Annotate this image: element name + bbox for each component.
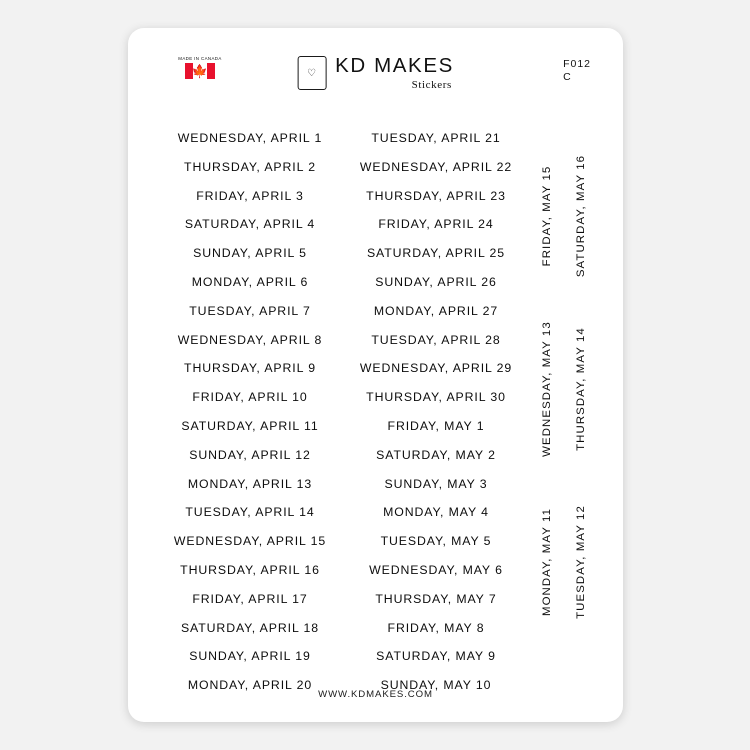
- date-sticker[interactable]: WEDNESDAY, APRIL 15: [173, 534, 327, 549]
- sticker-sheet: [128, 28, 623, 722]
- date-sticker[interactable]: MONDAY, MAY 4: [383, 505, 489, 520]
- date-sticker[interactable]: MONDAY, APRIL 27: [373, 303, 499, 318]
- maple-leaf-icon: 🍁: [191, 63, 209, 79]
- date-sticker-vertical[interactable]: THURSDAY, MAY 14: [575, 327, 587, 451]
- date-sticker[interactable]: SATURDAY, APRIL 4: [184, 217, 316, 232]
- footer-url[interactable]: WWW.KDMAKES.COM: [318, 689, 433, 700]
- made-in-canada-label: MADE IN CANADA: [178, 56, 222, 61]
- date-sticker[interactable]: TUESDAY, APRIL 7: [189, 303, 311, 318]
- date-sticker[interactable]: SUNDAY, APRIL 19: [189, 649, 311, 664]
- date-sticker[interactable]: WEDNESDAY, APRIL 1: [177, 131, 323, 145]
- sku-line-1: F012: [563, 58, 591, 70]
- date-column-vertical-inner: [534, 124, 560, 700]
- date-sticker[interactable]: THURSDAY, APRIL 2: [184, 159, 316, 174]
- date-sticker[interactable]: THURSDAY, APRIL 9: [184, 361, 316, 376]
- sku-line-2: C: [563, 71, 572, 83]
- brand-lockup: [297, 54, 454, 91]
- date-sticker[interactable]: THURSDAY, APRIL 16: [180, 562, 320, 577]
- date-sticker[interactable]: SATURDAY, APRIL 18: [180, 620, 320, 635]
- date-sticker[interactable]: THURSDAY, APRIL 23: [366, 188, 506, 203]
- date-sticker-vertical[interactable]: FRIDAY, MAY 15: [541, 165, 553, 267]
- date-sticker[interactable]: FRIDAY, APRIL 3: [196, 188, 304, 203]
- date-sticker-vertical[interactable]: TUESDAY, MAY 12: [575, 505, 587, 619]
- date-sticker[interactable]: WEDNESDAY, APRIL 29: [359, 361, 513, 376]
- date-sticker[interactable]: FRIDAY, MAY 1: [387, 418, 485, 433]
- date-sticker[interactable]: TUESDAY, APRIL 28: [371, 332, 501, 347]
- brand-subtitle: Stickers: [411, 79, 452, 91]
- made-in-canada-badge: [164, 56, 236, 79]
- date-sticker[interactable]: THURSDAY, MAY 7: [375, 591, 497, 606]
- brand-name: KD MAKES: [335, 54, 454, 77]
- date-sticker[interactable]: MONDAY, APRIL 20: [187, 678, 313, 693]
- date-sticker[interactable]: THURSDAY, APRIL 30: [366, 390, 506, 405]
- date-sticker[interactable]: TUESDAY, MAY 5: [380, 534, 492, 549]
- date-sticker-vertical[interactable]: MONDAY, MAY 11: [541, 507, 553, 617]
- date-sticker[interactable]: WEDNESDAY, APRIL 8: [177, 332, 323, 347]
- sku-code: [563, 58, 591, 84]
- canada-flag-icon: [185, 63, 215, 79]
- date-sticker[interactable]: SATURDAY, APRIL 11: [181, 418, 319, 433]
- date-sticker[interactable]: TUESDAY, APRIL 14: [185, 505, 315, 520]
- date-sticker[interactable]: SUNDAY, MAY 10: [380, 678, 492, 693]
- date-sticker[interactable]: FRIDAY, MAY 8: [387, 620, 485, 635]
- date-sticker[interactable]: SATURDAY, APRIL 25: [366, 246, 506, 261]
- date-sticker-vertical[interactable]: SATURDAY, MAY 16: [575, 154, 587, 278]
- date-sticker[interactable]: MONDAY, APRIL 6: [191, 274, 309, 289]
- date-sticker[interactable]: MONDAY, APRIL 13: [187, 476, 313, 491]
- date-column-vertical-outer: [568, 124, 594, 700]
- date-column-left: [160, 124, 340, 700]
- date-sticker[interactable]: SUNDAY, APRIL 12: [189, 447, 311, 462]
- date-sticker[interactable]: SUNDAY, APRIL 5: [193, 246, 307, 261]
- sheet-header: [128, 28, 623, 100]
- date-sticker[interactable]: FRIDAY, APRIL 10: [192, 390, 308, 405]
- heart-in-box-icon: ♡: [297, 56, 326, 90]
- date-sticker[interactable]: WEDNESDAY, APRIL 22: [359, 159, 513, 174]
- date-sticker[interactable]: FRIDAY, APRIL 17: [192, 591, 308, 606]
- date-sticker[interactable]: SATURDAY, MAY 9: [376, 649, 496, 664]
- date-sticker[interactable]: TUESDAY, APRIL 21: [371, 131, 501, 145]
- date-sticker[interactable]: SUNDAY, MAY 3: [384, 476, 488, 491]
- date-sticker-vertical[interactable]: WEDNESDAY, MAY 13: [541, 321, 553, 457]
- date-column-right: [346, 124, 526, 700]
- date-sticker[interactable]: FRIDAY, APRIL 24: [378, 217, 494, 232]
- date-sticker[interactable]: SUNDAY, APRIL 26: [375, 274, 497, 289]
- date-sticker[interactable]: SATURDAY, MAY 2: [376, 447, 496, 462]
- date-sticker[interactable]: WEDNESDAY, MAY 6: [369, 562, 503, 577]
